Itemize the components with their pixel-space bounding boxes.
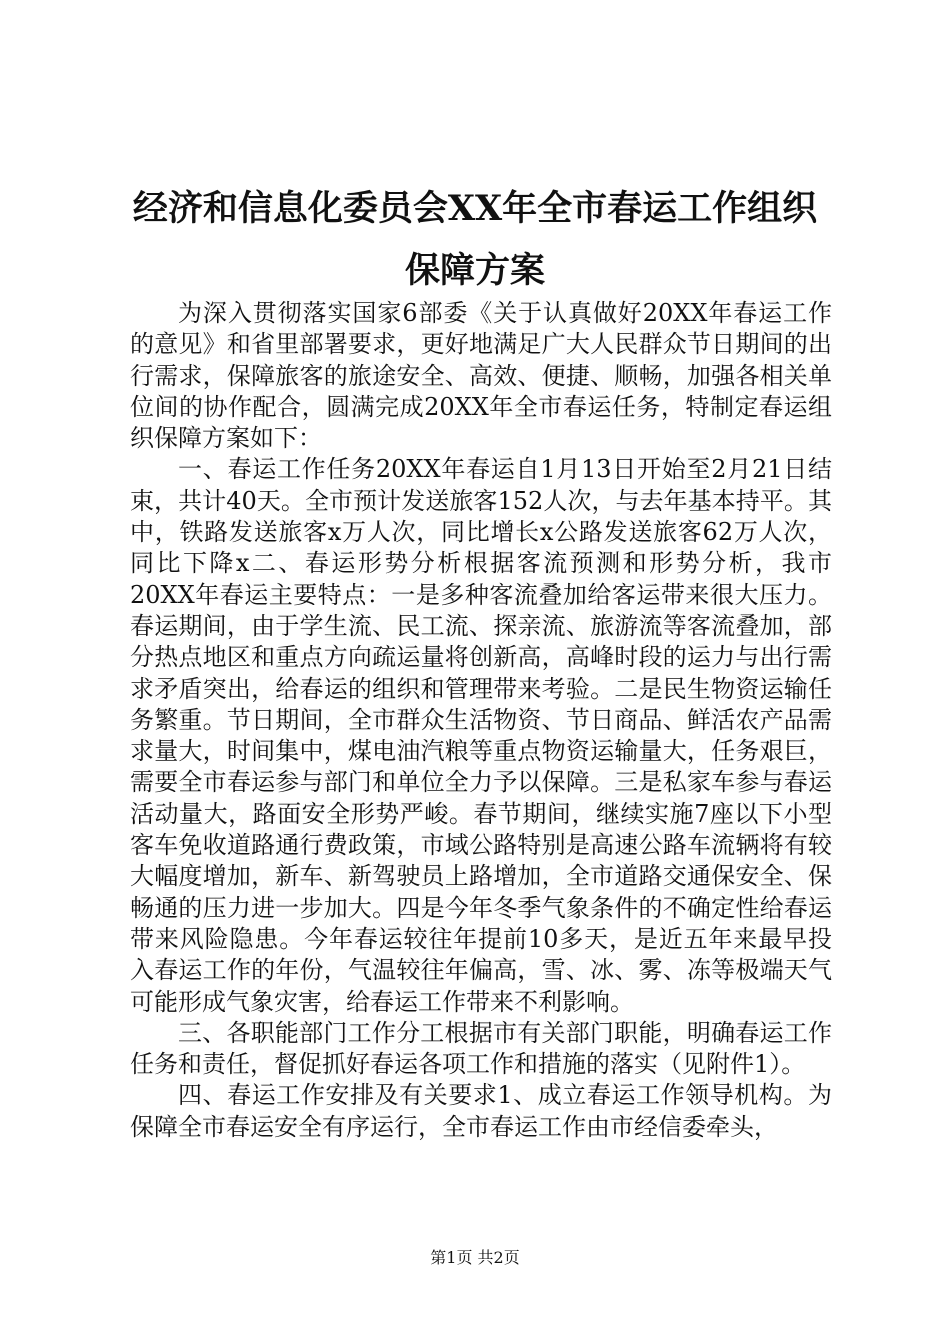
page-footer: 第1页 共2页 bbox=[430, 1248, 520, 1267]
document-title bbox=[120, 178, 830, 302]
paragraph-intro: 为深入贯彻落实国家6部委《关于认真做好20XX年春运工作的意见》和省里部署要求，更好地满足广大人民群众节日期间的出行需求，保障旅客的旅途安全、高效、便捷、顺畅，加强各相关单位间的协作配合，圆满完成20XX年全市春运任务，特制定春运组织保障方案如下： bbox=[130, 299, 832, 453]
document-body bbox=[130, 298, 832, 1143]
paragraph-section-4: 四、春运工作安排及有关要求1、成立春运工作领导机构。为保障全市春运安全有序运行，全市春运工作由市经信委牵头， bbox=[130, 1081, 832, 1141]
paragraph-section-1: 一、春运工作任务20XX年春运自1月13日开始至2月21日结束，共计40天。全市预计发送旅客152人次，与去年基本持平。其中，铁路发送旅客x万人次，同比增长x公路发送旅客62万人次，同比下降x二、春运形势分析根据客流预测和形势分析，我市20XX年春运主要特点：一是多种客流叠加给客运带来很大压力。春运期间，由于学生流、民工流、探亲流、旅游流等客流叠加，部分热点地区和重点方向疏运量将创新高，高峰时段的运力与出行需求矛盾突出，给春运的组织和管理带来考验。二是民生物资运输任务繁重。节日期间，全市群众生活物资、节日商品、鲜活农产品需求量大，时间集中，煤电油汽粮等重点物资运输量大，任务艰巨，需要全市春运参与部门和单位全力予以保障。三是私家车参与春运活动量大，路面安全形势严峻。春节期间，继续实施7座以下小型客车免收道路通行费政策，市域公路特别是高速公路车流辆将有较大幅度增加，新车、新驾驶员上路增加，全市道路交通保安全、保畅通的压力进一步加大。四是今年冬季气象条件的不确定性给春运带来风险隐患。今年春运较往年提前10多天，是近五年来最早投入春运工作的年份，气温较往年偏高，雪、冰、雾、冻等极端天气可能形成气象灾害，给春运工作带来不利影响。 bbox=[130, 455, 832, 1016]
title-line-1: 经济和信息化委员会XX年全市春运工作组织 bbox=[132, 188, 818, 229]
title-line-2: 保障方案 bbox=[404, 250, 545, 291]
paragraph-section-3: 三、各职能部门工作分工根据市有关部门职能，明确春运工作任务和责任，督促抓好春运各项工作和措施的落实（见附件1）。 bbox=[130, 1018, 832, 1079]
